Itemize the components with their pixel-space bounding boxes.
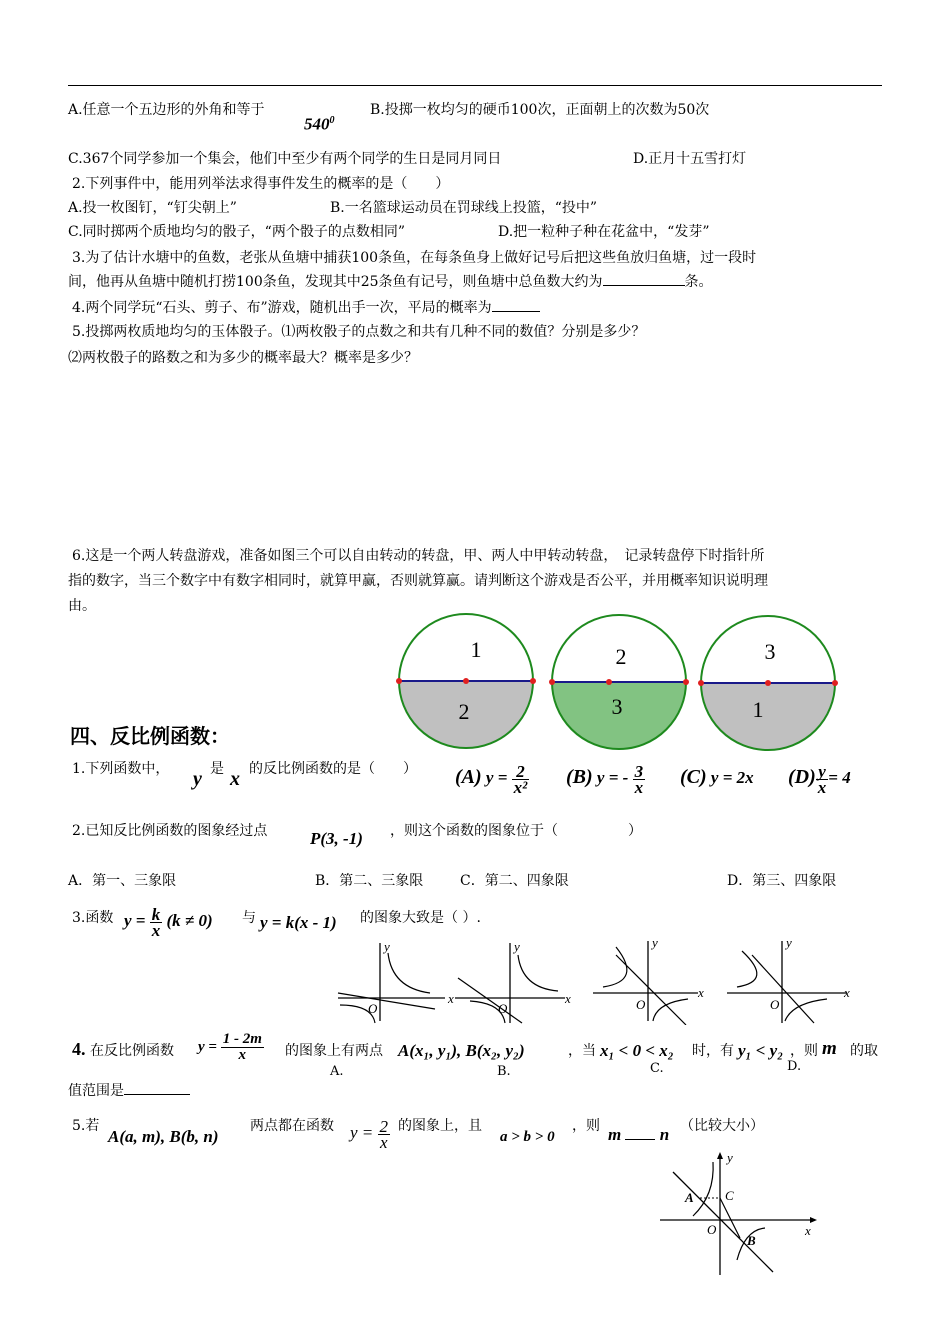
- spinner-1: [396, 614, 536, 748]
- svg-text:O: O: [498, 1001, 508, 1016]
- spinner-point: [765, 680, 771, 686]
- x-axis-arrow: [810, 1217, 817, 1223]
- svg-text:y: y: [514, 939, 520, 954]
- r1-option-c: (C) y = 2x: [680, 766, 754, 788]
- svg-text:B: B: [747, 1233, 756, 1248]
- r3-expr1: y = $\frac{k}{x}$ (k ≠ 0): [124, 904, 213, 940]
- r4-cond1: x₁ < 0 < x₂: [600, 1041, 674, 1060]
- graph-label-c: C.: [650, 1061, 664, 1076]
- spinner-2: [549, 615, 689, 749]
- q2-stem: 2.下列事件中，能用列举法求得事件发生的概率的是（ ）: [72, 176, 450, 192]
- r3-suffix: 的图象大致是（ ）.: [360, 910, 481, 926]
- linear-graph: [458, 978, 522, 1023]
- option-d: D.正月十五雪打灯: [633, 151, 747, 167]
- linear-graph: [616, 955, 686, 1025]
- q2-option-d: D.把一粒种子种在花盆中，“发芽”: [498, 224, 710, 240]
- r3-prefix: 3.函数: [72, 910, 114, 926]
- svg-text:x: x: [448, 991, 454, 1006]
- spinner-point: [832, 680, 838, 686]
- r5-figure: [655, 1150, 830, 1280]
- graph-a: [338, 939, 454, 1023]
- r4-line2: 值范围是: [68, 1082, 190, 1100]
- r1-y: y: [193, 768, 202, 790]
- r2-point: P(3, -1): [310, 829, 363, 848]
- q6-line3: 由。: [68, 598, 96, 614]
- graph-b: [455, 939, 571, 1023]
- r4-cond2: y₁ < y₂: [738, 1041, 784, 1060]
- svg-text:x: x: [698, 985, 704, 1000]
- r3-graphs: [330, 935, 860, 1025]
- q3-line2: 间，他再从鱼塘中随机打捞100条鱼，发现其中25条鱼有记号，则鱼塘中总鱼数大约为 条。: [68, 274, 713, 290]
- r2-suffix: ，则这个函数的图象位于（ ）: [390, 823, 642, 839]
- hyperbola-branch: [388, 953, 430, 993]
- svg-text:O: O: [636, 997, 646, 1012]
- r4-expr: y = $\frac{1 - 2m}{x}$: [198, 1031, 262, 1064]
- spinner-point: [683, 679, 689, 685]
- svg-text:O: O: [770, 997, 780, 1012]
- r5-prefix: 5.若: [72, 1118, 100, 1134]
- graph-label-a: A.: [330, 1064, 344, 1079]
- r4-var: m: [822, 1038, 837, 1059]
- option-a-math: $540^0$: [304, 114, 335, 134]
- r5-suffix: （比较大小）: [680, 1118, 764, 1134]
- q5-line2: ⑵两枚骰子的路数之和为多少的概率最大？概率是多少？: [68, 350, 418, 366]
- spinner-point: [698, 680, 704, 686]
- spinner-bottom-number: 1: [752, 697, 764, 722]
- header-rule: [68, 85, 882, 86]
- r5-cond: a > b > 0: [500, 1129, 555, 1145]
- q2-option-a: A.投一枚图钉，“钉尖朝上”: [68, 200, 237, 216]
- r1-suffix: 的反比例函数的是（ ）: [249, 761, 417, 777]
- q5-line1: 5.投掷两枚质地均匀的玉体骰子。⑴两枚骰子的点数之和共有几种不同的数值？分别是多少？: [72, 324, 646, 340]
- r3-expr2: y = k(x - 1): [260, 913, 337, 932]
- r1-option-d: (D) $\frac{y}{x}$ = 4: [788, 761, 851, 797]
- answer-blank[interactable]: [625, 1127, 655, 1140]
- r4-line1: 4. 在反比例函数: [72, 1039, 174, 1059]
- answer-blank[interactable]: [492, 299, 540, 312]
- hyperbola-branch: [785, 999, 827, 1021]
- line-ab: [673, 1172, 773, 1272]
- svg-text:x: x: [565, 991, 571, 1006]
- r1-x: x: [230, 768, 240, 790]
- r2-option-d: D．第三、四象限: [727, 873, 837, 889]
- option-a: A.任意一个五边形的外角和等于: [68, 102, 265, 118]
- spinner-point: [606, 679, 612, 685]
- linear-graph: [338, 993, 435, 1009]
- svg-text:y: y: [786, 935, 792, 950]
- r4-mid4: ，则: [790, 1043, 818, 1059]
- spinner-top-number: 2: [615, 644, 627, 669]
- svg-text:C: C: [725, 1188, 734, 1203]
- option-c: C.367个同学参加一个集会，他们中至少有两个同学的生日是同月同日: [68, 151, 502, 167]
- option-b: B.投掷一枚均匀的硬币100次，正面朝上的次数为50次: [370, 102, 710, 118]
- r2-option-c: C．第二、四象限: [460, 873, 569, 889]
- y-axis-arrow: [717, 1152, 723, 1159]
- r1-option-a: (A) y = $\frac{2}{\text{x²}}$: [455, 761, 528, 797]
- r4-mid2: ，当: [568, 1043, 596, 1059]
- r5-mid2: 的图象上，且: [398, 1118, 482, 1134]
- spinner-top-number: 3: [764, 639, 776, 664]
- svg-text:y: y: [727, 1150, 733, 1165]
- svg-text:O: O: [707, 1222, 717, 1237]
- hyperbola-branch: [603, 947, 627, 987]
- spinner-bottom-number: 2: [458, 699, 470, 724]
- spinner-bottom-half: [701, 683, 835, 750]
- r1-option-b: (B) y = - $\frac{3}{x}$: [566, 761, 644, 797]
- r4-suffix: 的取: [850, 1043, 878, 1059]
- r3-mid: 与: [242, 910, 256, 926]
- spinner-point: [530, 678, 536, 684]
- graph-label-d: D.: [787, 1059, 802, 1074]
- spinner-bottom-number: 3: [611, 694, 623, 719]
- r5-mid3: ，则: [572, 1118, 600, 1134]
- q3-line1: 3.为了估计水塘中的鱼数，老张从鱼塘中捕获100条鱼，在每条鱼身上做好记号后把这些鱼放归鱼塘，过一段时: [72, 250, 757, 266]
- q6-line1: 6.这是一个两人转盘游戏，准备如图三个可以自由转动的转盘，甲、两人中甲转动转盘， 记录转盘停下时指针所: [72, 548, 765, 564]
- spinner-point: [463, 678, 469, 684]
- linear-graph: [752, 955, 814, 1023]
- svg-text:y: y: [652, 935, 658, 950]
- graph-d: [727, 935, 850, 1023]
- r2-option-a: A．第一、三象限: [68, 873, 177, 889]
- q6-line2: 指的数字，当三个数字中有数字相同时，就算甲赢，否则就算赢。请判断这个游戏是否公平，并用概率知识说明理: [68, 573, 768, 589]
- r5-expr: y = $\frac{2}{x}$: [350, 1116, 389, 1152]
- q4-text: 4.两个同学玩“石头、剪子、布”游戏，随机出手一次，平局的概率为: [72, 299, 540, 317]
- spinner-3: [698, 616, 838, 750]
- spinner-figures: [395, 610, 845, 755]
- svg-text:A: A: [685, 1190, 694, 1205]
- r1-prefix: 1.下列函数中，: [72, 761, 170, 777]
- answer-blank[interactable]: [124, 1082, 190, 1095]
- r2-prefix: 2.已知反比例函数的图象经过点: [72, 823, 268, 839]
- graph-c: [593, 935, 704, 1025]
- hyperbola-branch: [518, 955, 558, 991]
- svg-text:x: x: [805, 1223, 811, 1238]
- r5-mid: 两点都在函数: [250, 1118, 334, 1134]
- svg-text:O: O: [368, 1001, 378, 1016]
- r5-compare: m n: [608, 1125, 670, 1144]
- spinner-top-number: 1: [470, 637, 482, 662]
- r4-mid1: 的图象上有两点: [285, 1043, 383, 1059]
- q2-option-c: C.同时掷两个质地均匀的骰子，“两个骰子的点数相同”: [68, 224, 405, 240]
- spinner-point: [549, 679, 555, 685]
- r4-mid3: 时，有: [692, 1043, 734, 1059]
- hyperbola-branch: [693, 1162, 713, 1216]
- answer-blank[interactable]: [603, 273, 685, 286]
- r5-points: A(a, m), B(b, n): [108, 1127, 219, 1146]
- q2-option-b: B.一名篮球运动员在罚球线上投篮，“投中”: [330, 200, 598, 216]
- graph-label-b: B.: [497, 1064, 511, 1079]
- svg-text:x: x: [844, 985, 850, 1000]
- r4-points: A(x₁, y₁), B(x₂, y₂): [398, 1041, 525, 1060]
- segment-c-b: [720, 1198, 740, 1238]
- spinner-point: [396, 678, 402, 684]
- r1-mid: 是: [210, 761, 224, 777]
- r2-option-b: B．第二、三象限: [315, 873, 424, 889]
- svg-text:y: y: [384, 939, 390, 954]
- section-title: 四、反比例函数：: [70, 724, 230, 748]
